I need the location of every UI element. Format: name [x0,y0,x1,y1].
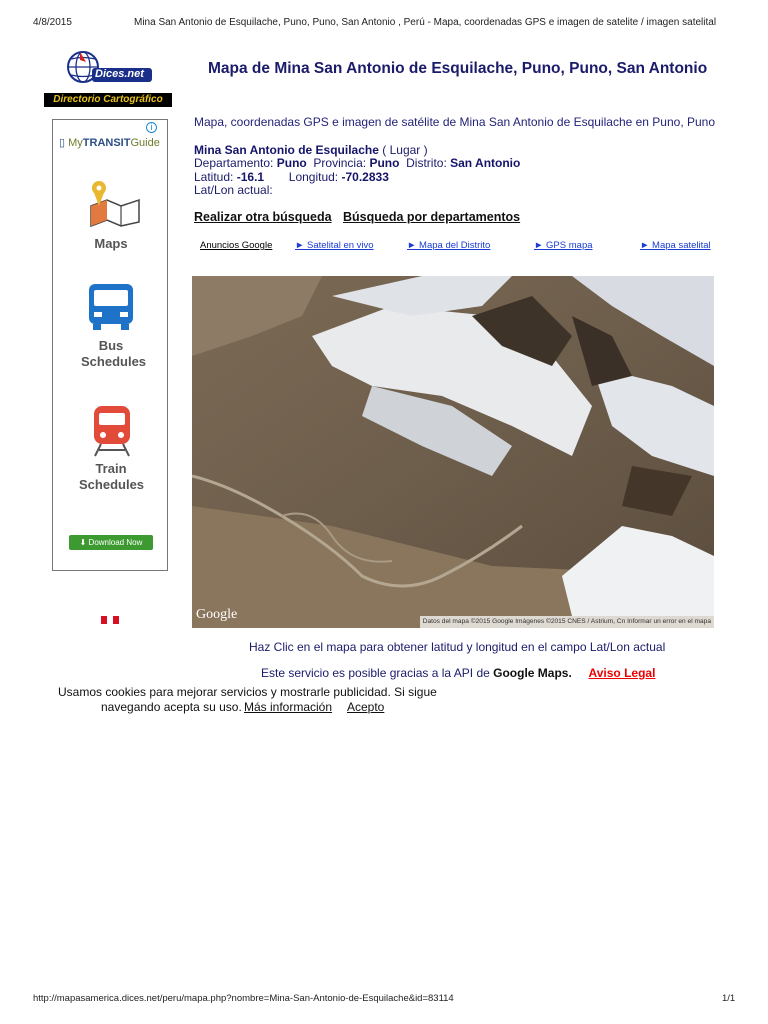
map-fold-icon [87,178,143,228]
legal-notice-link[interactable]: Aviso Legal [588,666,656,680]
place-admin-line: Departamento: Puno Provincia: Puno Distrito: San Antonio [194,156,521,170]
longitude-value: -70.2833 [341,170,389,184]
ad-item-bus: Bus Schedules [81,338,147,369]
directory-banner[interactable]: Directorio Cartográfico [44,93,172,107]
ad-info-icon[interactable]: i [146,122,157,133]
distrito-value: San Antonio [450,156,521,170]
departamento-value: Puno [276,156,307,170]
api-credit: Este servicio es posible gracias a la API de Google Maps. Aviso Legal [261,666,656,680]
dices-logo[interactable] [66,48,156,88]
cookie-more-info-link[interactable]: Más información [244,700,333,714]
bus-icon [85,280,137,332]
google-ads-label[interactable]: Anuncios Google [200,240,273,251]
nav-gps-mapa[interactable]: ► GPS mapa [534,240,593,251]
satellite-image [192,276,714,628]
train-icon [91,402,133,458]
map-attribution[interactable]: Datos del mapa ©2015 Google Imágenes ©2015 CNES / Astrium, Cn Informar un error en el mapa [420,616,714,628]
coordinates-line: Latitud: -16.1 Longitud: -70.2833 [194,170,389,184]
page-subtitle: Mapa, coordenadas GPS e imagen de satélite de Mina San Antonio de Esquilache en Puno, Puno [194,115,716,129]
phone-icon: ▯ [59,137,69,149]
latitude-value: -16.1 [236,170,265,184]
ad-item-maps: Maps [94,236,128,251]
nav-satelital-en-vivo[interactable]: ► Satelital en vivo [295,240,374,251]
print-page-number: 1/1 [722,993,736,1004]
page-title: Mapa de Mina San Antonio de Esquilache, Puno, Puno, San Antonio [208,60,708,77]
download-now-button[interactable]: ⬇ Download Now [69,535,153,550]
print-title: Mina San Antonio de Esquilache, Puno, Puno, San Antonio , Perú - Mapa, coordenadas GPS e imagen de satelite / imagen satelital [134,17,717,28]
search-by-dept-link[interactable]: Búsqueda por departamentos [343,210,521,224]
nav-mapa-distrito[interactable]: ► Mapa del Distrito [407,240,491,251]
latlon-actual-label: Lat/Lon actual: [194,183,273,197]
peru-flag-icon[interactable] [101,616,119,624]
ad-item-train: Train Schedules [79,461,145,492]
search-again-link[interactable]: Realizar otra búsqueda [194,210,332,224]
print-url: http://mapasamerica.dices.net/peru/mapa.php?nombre=Mina-San-Antonio-de-Esquilache&id=83114 [33,993,454,1004]
cookie-accept-link[interactable]: Acepto [347,700,385,714]
latlon-actual-line [194,183,273,197]
google-maps-label: Google Maps. [493,666,572,680]
satellite-map[interactable] [192,276,714,628]
click-hint: Haz Clic en el mapa para obtener latitud y longitud en el campo Lat/Lon actual [249,640,666,654]
google-watermark: Google [196,607,238,622]
cookie-notice-line2: navegando acepta su uso. [101,700,242,714]
nav-mapa-satelital[interactable]: ► Mapa satelital [640,240,711,251]
cookie-notice-line1: Usamos cookies para mejorar servicios y mostrarle publicidad. Si sigue [58,685,437,699]
ad-brand: ▯ MyTRANSITGuide [59,137,160,149]
print-date: 4/8/2015 [33,17,72,28]
ad-banner[interactable] [52,119,168,571]
place-name: Mina San Antonio de Esquilache [194,143,379,157]
provincia-value: Puno [369,156,400,170]
place-type: ( Lugar ) [382,143,428,157]
logo-text: Dices.net [95,68,144,80]
place-name-line [194,143,428,157]
